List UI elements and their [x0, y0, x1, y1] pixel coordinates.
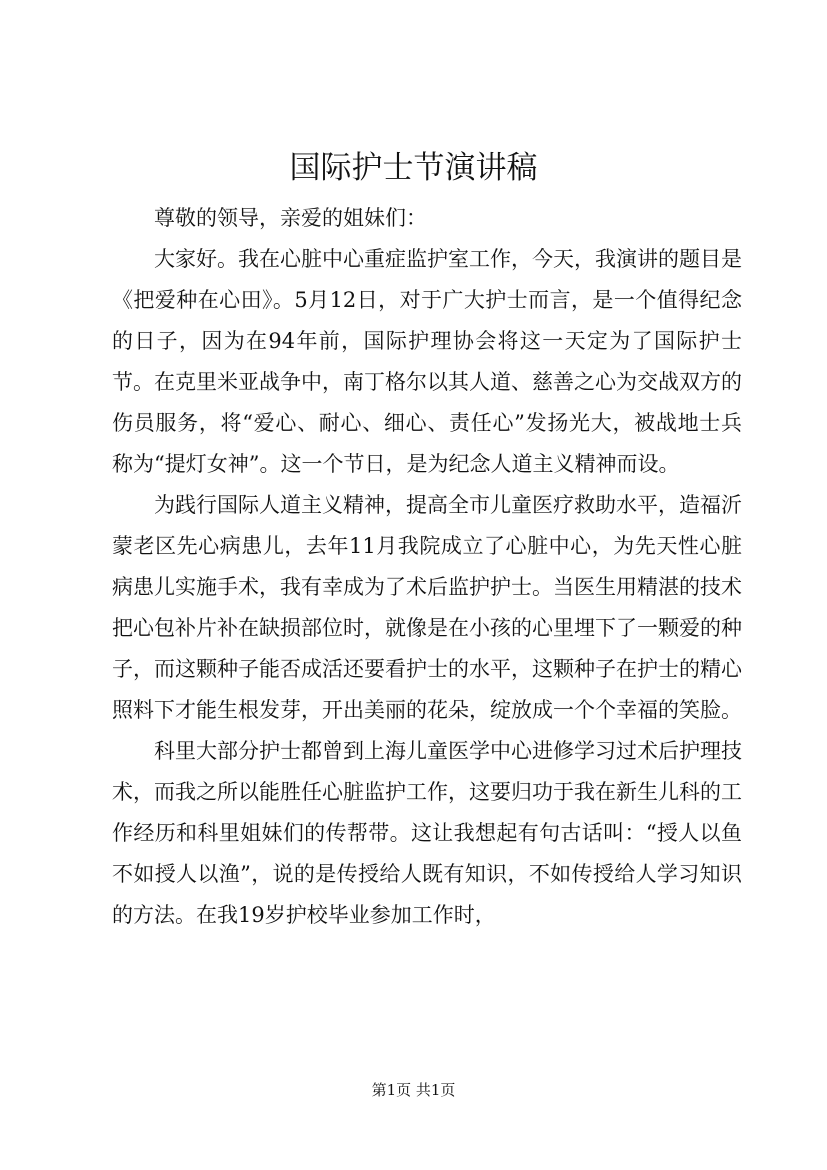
paragraph-introduction: 大家好。我在心脏中心重症监护室工作，今天，我演讲的题目是《把爱种在心田》。5月12日，对于广大护士而言，是一个值得纪念的日子，因为在94年前，国际护理协会将这一天定为了国际护士节。在克里米亚战争中，南丁格尔以其人道、慈善之心为交战双方的伤员服务，将“爱心、耐心、细心、责任心”发扬光大，被战地士兵称为“提灯女神”。这一个节日，是为纪念人道主义精神而设。	[112, 247, 742, 476]
paragraph-salutation: 尊敬的领导，亲爱的姐妹们：	[154, 206, 427, 230]
page-number-footer: 第1页 共1页	[371, 1081, 456, 1099]
document-title: 国际护士节演讲稿	[289, 150, 538, 186]
paragraph-heart-center: 为践行国际人道主义精神，提高全市儿童医疗救助水平，造福沂蒙老区先心病患儿，去年11月我院成立了心脏中心，为先天性心脏病患儿实施手术，我有幸成为了术后监护护士。当医生用精湛的技术把心包补片补在缺损部位时，就像是在小孩的心里埋下了一颗爱的种子，而这颗种子能否成活还要看护士的水平，这颗种子在护士的精心照料下才能生根发芽，开出美丽的花朵，绽放成一个个幸福的笑脸。	[112, 493, 742, 722]
document-body	[112, 198, 742, 936]
paragraph-training: 科里大部分护士都曾到上海儿童医学中心进修学习过术后护理技术，而我之所以能胜任心脏监护工作，这要归功于我在新生儿科的工作经历和科里姐妹们的传帮带。这让我想起有句古话叫：“授人以鱼不如授人以渔”，说的是传授给人既有知识，不如传授给人学习知识的方法。在我19岁护校毕业参加工作时，	[112, 739, 742, 927]
